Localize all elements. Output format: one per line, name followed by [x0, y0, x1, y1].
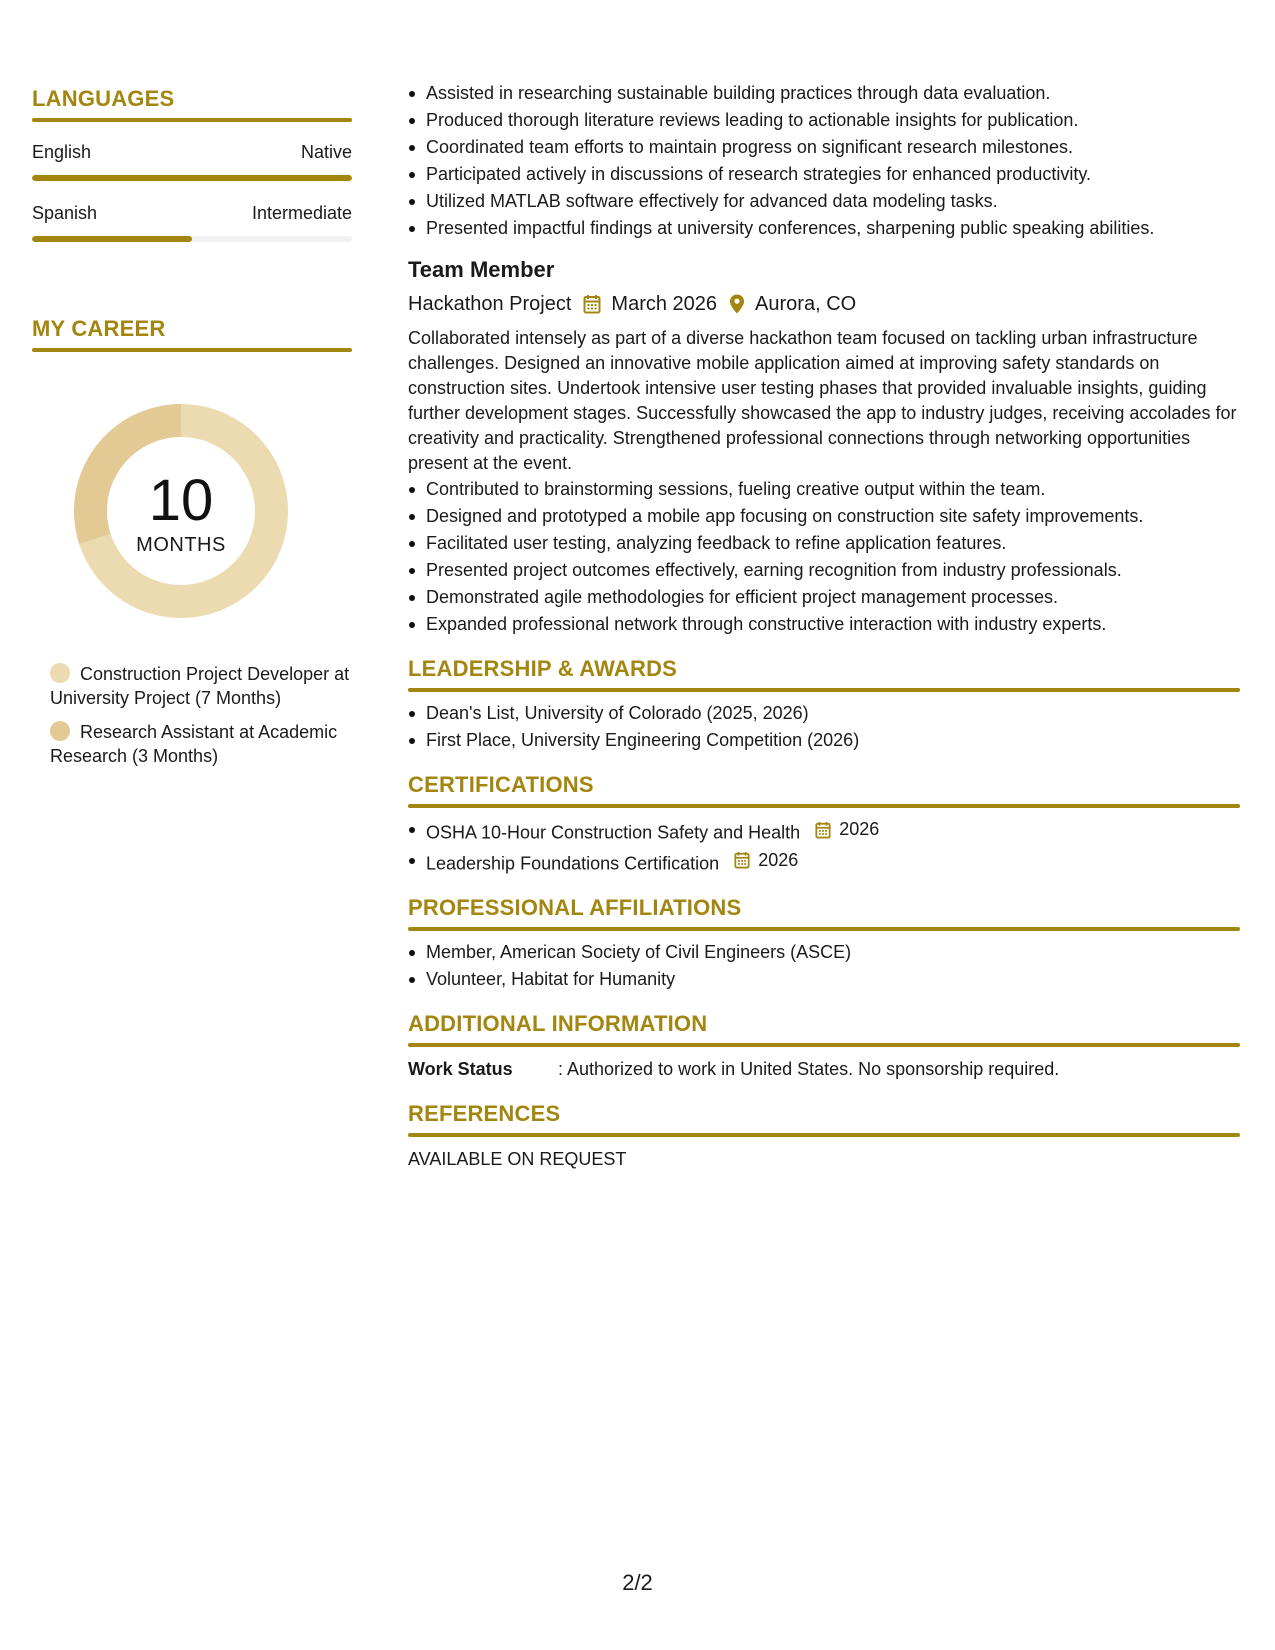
job-date: March 2026	[611, 293, 718, 315]
list-item: Presented impactful findings at university conferences, sharpening public speaking abilities.	[408, 215, 1240, 242]
languages-heading: LANGUAGES	[32, 86, 175, 111]
language-proficiency-fill	[32, 236, 192, 242]
list-item: Contributed to brainstorming sessions, fueling creative output within the team.	[408, 476, 1240, 503]
language-item-english	[32, 142, 352, 181]
career-donut-chart	[66, 396, 296, 626]
section-divider	[408, 1043, 1240, 1047]
leadership-heading: LEADERSHIP & AWARDS	[408, 656, 678, 681]
list-item: Volunteer, Habitat for Humanity	[408, 966, 1240, 993]
language-level: Intermediate	[251, 203, 352, 223]
legend-text: Research Assistant at Academic Research (3 Months)	[50, 722, 338, 766]
calendar-icon	[734, 851, 754, 869]
list-item: Demonstrated agile methodologies for efficient project management processes.	[408, 584, 1240, 611]
section-divider	[408, 804, 1240, 808]
list-item: Expanded professional network through constructive interaction with industry experts.	[408, 611, 1240, 638]
language-proficiency-bar	[32, 175, 352, 181]
list-item	[408, 816, 1240, 847]
job-company: Hackathon Project	[408, 293, 572, 315]
right-column	[408, 80, 1240, 1173]
additional-info-heading: ADDITIONAL INFORMATION	[408, 1011, 708, 1036]
certifications-heading: CERTIFICATIONS	[408, 772, 594, 797]
certification-name: OSHA 10-Hour Construction Safety and Health	[426, 822, 801, 843]
legend-item	[50, 662, 352, 710]
section-divider	[32, 348, 352, 352]
legend-text: Construction Project Developer at University Project (7 Months)	[50, 664, 350, 708]
career-heading: MY CAREER	[32, 316, 166, 341]
list-item: Utilized MATLAB software effectively for advanced data modeling tasks.	[408, 188, 1240, 215]
list-item: Member, American Society of Civil Engineers (ASCE)	[408, 939, 1240, 966]
job-bullet-list	[408, 476, 1240, 638]
work-status-label: Work Status	[408, 1059, 513, 1079]
job-meta	[408, 290, 1240, 318]
page-number: 2/2	[622, 1570, 653, 1595]
left-column	[32, 86, 352, 778]
language-proficiency-bar	[32, 236, 352, 242]
list-item: First Place, University Engineering Competition (2026)	[408, 727, 1240, 754]
references-section	[408, 1101, 1240, 1173]
career-section	[32, 316, 352, 768]
calendar-icon	[583, 294, 601, 314]
job-location: Aurora, CO	[755, 293, 857, 315]
references-text: AVAILABLE ON REQUEST	[408, 1149, 627, 1169]
references-heading: REFERENCES	[408, 1101, 561, 1126]
language-level: Native	[300, 142, 352, 162]
legend-dot	[50, 663, 70, 683]
calendar-icon	[815, 821, 835, 839]
job-entry	[408, 256, 1240, 638]
section-divider	[408, 1133, 1240, 1137]
career-total-unit: MONTHS	[136, 533, 226, 556]
certification-year: 2026	[758, 849, 799, 870]
work-status-value: : Authorized to work in United States. No sponsorship required.	[558, 1059, 1060, 1079]
list-item: Assisted in researching sustainable building practices through data evaluation.	[408, 80, 1240, 107]
certification-name: Leadership Foundations Certification	[426, 853, 720, 873]
career-total-number: 10	[148, 467, 214, 533]
certifications-section	[408, 772, 1240, 877]
career-legend	[50, 662, 352, 768]
section-divider	[32, 118, 352, 122]
job-title: Team Member	[408, 257, 555, 282]
list-item: Coordinated team efforts to maintain progress on significant research milestones.	[408, 134, 1240, 161]
legend-item	[50, 720, 352, 768]
list-item: Participated actively in discussions of research strategies for enhanced productivity.	[408, 161, 1240, 188]
list-item: Presented project outcomes effectively, earning recognition from industry professionals.	[408, 557, 1240, 584]
list-item: Facilitated user testing, analyzing feedback to refine application features.	[408, 530, 1240, 557]
section-divider	[408, 927, 1240, 931]
language-name: English	[32, 142, 92, 162]
list-item	[408, 847, 1240, 878]
list-item: Dean's List, University of Colorado (2025, 2026)	[408, 700, 1240, 727]
affiliations-heading: PROFESSIONAL AFFILIATIONS	[408, 895, 742, 920]
list-item: Designed and prototyped a mobile app focusing on construction site safety improvements.	[408, 503, 1240, 530]
legend-dot	[50, 721, 70, 741]
language-name: Spanish	[32, 203, 98, 223]
work-status-row	[408, 1055, 1240, 1083]
language-item-spanish	[32, 203, 352, 242]
language-proficiency-fill	[32, 175, 352, 181]
job-description: Collaborated intensely as part of a diverse hackathon team focused on tackling urban infrastructure challenges. Designed an innovative mobile application aimed at improving safety standards on construction sites. Undertook intensive user testing phases that provided invaluable insights, guiding further development stages. Successfully showcased the app to industry judges, receiving accolades for creativity and practicality. Strengthened professional connections through networking opportunities present at the event.	[408, 328, 1237, 473]
additional-info-section	[408, 1011, 1240, 1083]
certification-year: 2026	[839, 819, 880, 839]
leadership-section	[408, 656, 1240, 754]
location-pin-icon	[729, 294, 745, 314]
experience-bullet-list	[408, 80, 1240, 242]
languages-section	[32, 86, 352, 242]
affiliations-section	[408, 895, 1240, 993]
section-divider	[408, 688, 1240, 692]
list-item: Produced thorough literature reviews leading to actionable insights for publication.	[408, 107, 1240, 134]
